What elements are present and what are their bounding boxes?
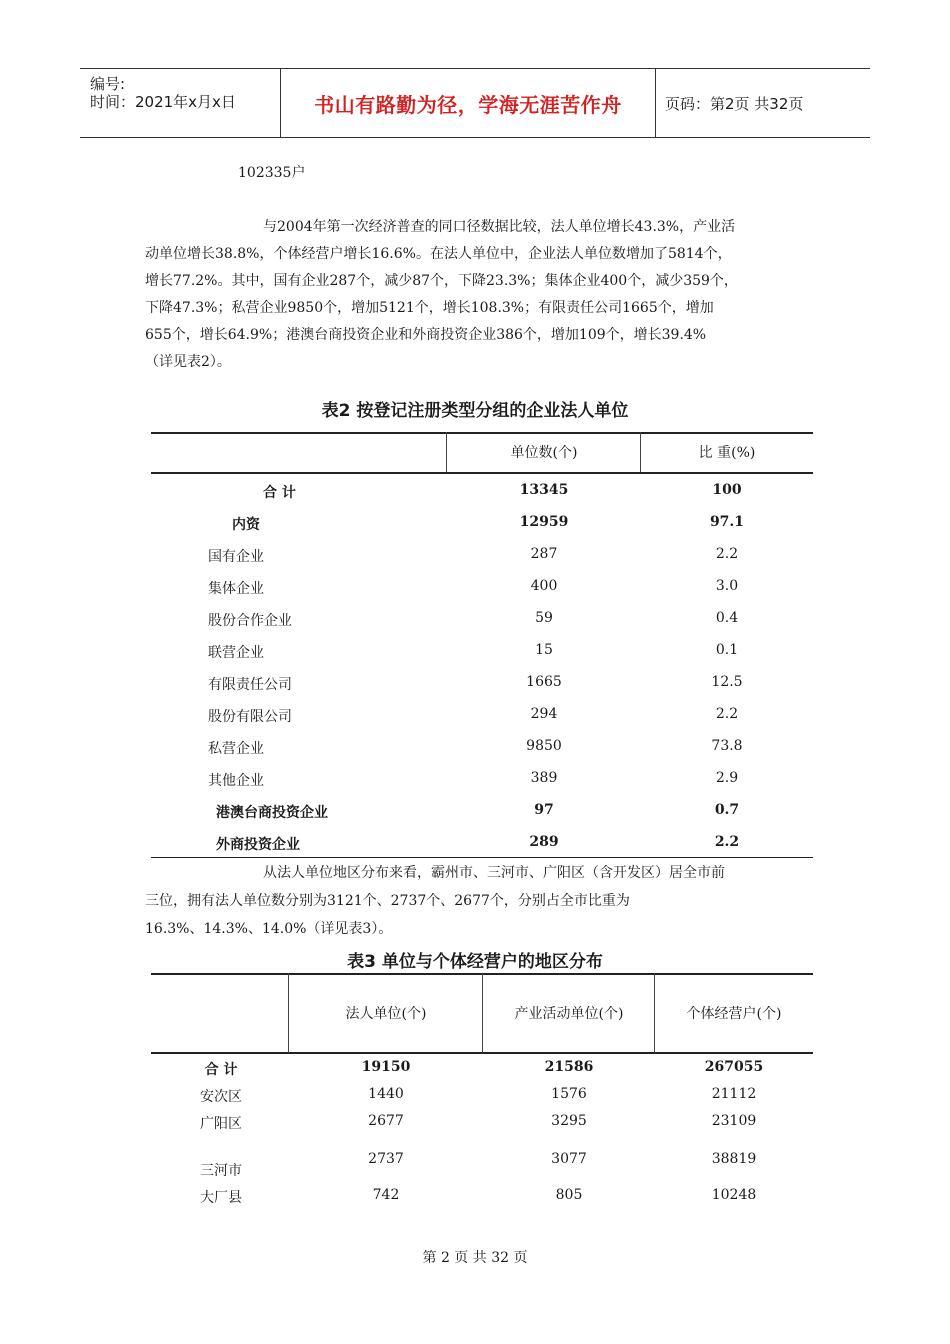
row-share: 2.9: [715, 770, 739, 786]
row-individual-households: 38819: [711, 1151, 757, 1167]
row-legal-units: 1440: [368, 1086, 404, 1102]
row-label: 内资: [232, 517, 260, 533]
row-label: 大厂县: [200, 1190, 242, 1206]
table3-col-legal-header: 法人单位(个): [345, 1006, 427, 1022]
row-label: 私营企业: [208, 741, 264, 757]
table-row: [151, 700, 813, 732]
page-header: [80, 68, 870, 138]
row-share: 2.2: [715, 706, 739, 722]
paragraph-1-line-3: 增长77.2%。其中，国有企业287个，减少87个，下降23.3%；集体企业400个，减少359个，: [145, 273, 738, 289]
paragraph-2-line-3: 16.3%、14.3%、14.0%（详见表3）。: [145, 921, 393, 937]
paragraph-1-line-5: 655个，增长64.9%；港澳台商投资企业和外商投资企业386个，增加109个，增长39.4%: [145, 327, 707, 343]
row-label: 外商投资企业: [216, 837, 300, 853]
row-count: 12959: [519, 514, 569, 530]
table-row: [151, 668, 813, 700]
row-label: 广阳区: [200, 1116, 242, 1132]
row-count: 287: [530, 546, 558, 562]
row-activity-units: 805: [555, 1187, 583, 1203]
row-share: 73.8: [711, 738, 743, 754]
table-row: [151, 572, 813, 604]
table3-col-activity-header: 产业活动单位(个): [514, 1006, 624, 1022]
paragraph-1-line-4: 下降47.3%；私营企业9850个，增加5121个，增长108.3%；有限责任公司1665个，增加: [145, 300, 714, 316]
row-label: 安次区: [200, 1089, 242, 1105]
header-page-cell: [655, 69, 870, 137]
row-legal-units: 742: [372, 1187, 400, 1203]
carryover-line: 102335户: [238, 165, 306, 181]
row-count: 59: [535, 610, 553, 626]
table3-title: 表3 单位与个体经营户的地区分布: [347, 952, 603, 972]
row-share: 12.5: [711, 674, 743, 690]
table-row: [151, 796, 813, 828]
row-legal-units: 19150: [361, 1059, 411, 1075]
table2-top-rule: [151, 432, 813, 434]
table2-col-count-header: 单位数(个): [510, 445, 578, 461]
row-count: 294: [530, 706, 558, 722]
table2-col-share-header: 比 重(%): [698, 445, 756, 461]
row-share: 0.1: [715, 642, 739, 658]
row-share: 0.4: [715, 610, 739, 626]
header-page-label: 页码：第2页 共32页: [665, 94, 804, 113]
row-count: 9850: [526, 738, 562, 754]
row-individual-households: 267055: [704, 1059, 764, 1075]
table-row: [151, 764, 813, 796]
row-label: 港澳台商投资企业: [216, 805, 328, 821]
row-label: 合 计: [263, 485, 296, 501]
table-row: [151, 1187, 813, 1213]
row-activity-units: 1576: [551, 1086, 587, 1102]
row-label: 有限责任公司: [208, 677, 292, 693]
row-share: 2.2: [714, 834, 740, 850]
row-label: 集体企业: [208, 581, 264, 597]
row-count: 389: [530, 770, 558, 786]
table-row: [151, 828, 813, 860]
row-individual-households: 21112: [711, 1086, 757, 1102]
paragraph-1-line-6: （详见表2）。: [145, 354, 231, 370]
document-time-label: 时间：2021年x月x日: [90, 93, 236, 111]
row-count: 97: [534, 802, 554, 818]
row-share: 2.2: [715, 546, 739, 562]
row-activity-units: 3077: [551, 1151, 587, 1167]
row-activity-units: 3295: [551, 1113, 587, 1129]
table-row: [151, 604, 813, 636]
paragraph-1-line-2: 动单位增长38.8%，个体经营户增长16.6%。在法人单位中，企业法人单位数增加了5814个，: [145, 246, 732, 262]
table-row: [151, 636, 813, 668]
row-activity-units: 21586: [544, 1059, 594, 1075]
table-row: [151, 1059, 813, 1085]
row-label: 股份合作企业: [208, 613, 292, 629]
row-share: 3.0: [715, 578, 739, 594]
table-row: [151, 1113, 813, 1139]
document-number-label: 编号:: [90, 75, 126, 93]
table2-header-rule: [151, 472, 813, 474]
row-share: 97.1: [709, 514, 745, 530]
row-count: 1665: [526, 674, 562, 690]
table2-title: 表2 按登记注册类型分组的企业法人单位: [321, 401, 629, 421]
header-motto-cell: [280, 69, 656, 137]
row-share: 0.7: [714, 802, 740, 818]
page-footer: 第 2 页 共 32 页: [422, 1250, 528, 1266]
row-label: 联营企业: [208, 645, 264, 661]
header-left-cell: [80, 69, 280, 137]
table-row: [151, 476, 813, 508]
table-row: [151, 732, 813, 764]
table-row: [151, 1151, 813, 1177]
row-legal-units: 2737: [368, 1151, 404, 1167]
table-row: [151, 1086, 813, 1112]
row-individual-households: 23109: [711, 1113, 757, 1129]
table-row: [151, 508, 813, 540]
row-count: 400: [530, 578, 558, 594]
header-motto: 书山有路勤为径，学海无涯苦作舟: [314, 92, 622, 117]
table3-col-individual-header: 个体经营户(个): [686, 1006, 782, 1022]
table3: [151, 973, 813, 1213]
row-share: 100: [712, 482, 742, 498]
table2: [151, 432, 813, 858]
row-count: 15: [535, 642, 553, 658]
row-label: 其他企业: [208, 773, 264, 789]
paragraph-2-line-2: 三位，拥有法人单位数分别为3121个、2737个、2677个，分别占全市比重为: [145, 893, 630, 909]
row-legal-units: 2677: [368, 1113, 404, 1129]
row-count: 289: [529, 834, 559, 850]
row-label: 股份有限公司: [208, 709, 292, 725]
row-label: 三河市: [200, 1163, 242, 1179]
row-label: 国有企业: [208, 549, 264, 565]
row-individual-households: 10248: [711, 1187, 757, 1203]
table-row: [151, 540, 813, 572]
paragraph-2-line-1: 从法人单位地区分布来看，霸州市、三河市、广阳区（含开发区）居全市前: [263, 865, 725, 881]
paragraph-1-line-1: 与2004年第一次经济普查的同口径数据比较，法人单位增长43.3%，产业活: [263, 219, 736, 235]
row-count: 13345: [519, 482, 569, 498]
row-label: 合 计: [204, 1062, 238, 1078]
